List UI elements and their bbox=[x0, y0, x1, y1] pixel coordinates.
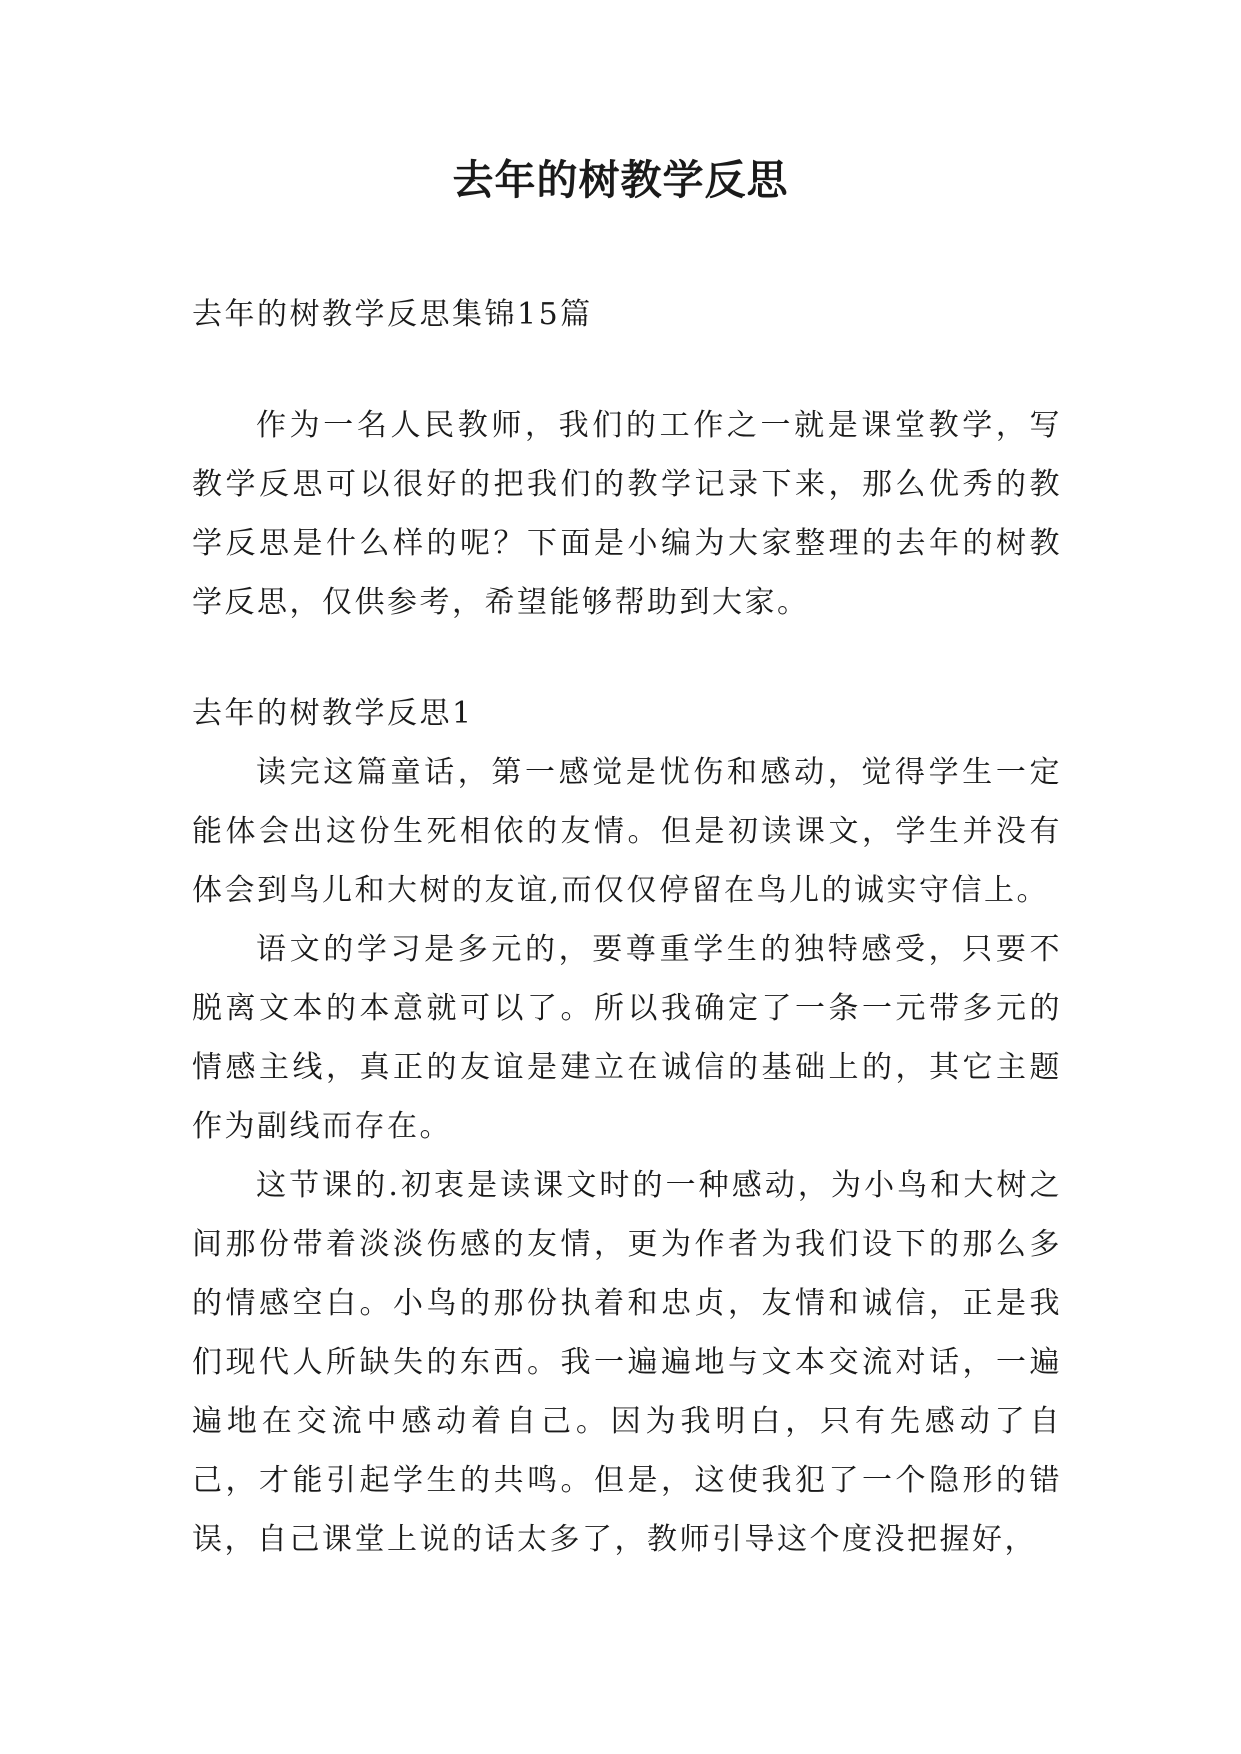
intro-paragraph: 作为一名人民教师，我们的工作之一就是课堂教学，写教学反思可以很好的把我们的教学记录下来，那么优秀的教学反思是什么样的呢？下面是小编为大家整理的去年的树教学反思，仅供参考，希望能够帮助到大家。 bbox=[192, 408, 1062, 620]
document-title: 去年的树教学反思 bbox=[452, 156, 789, 204]
document-subtitle: 去年的树教学反思集锦15篇 bbox=[192, 297, 593, 332]
section-heading: 去年的树教学反思1 bbox=[192, 696, 474, 731]
spacer bbox=[192, 344, 1062, 396]
body-paragraph: 读完这篇童话，第一感觉是忧伤和感动，觉得学生一定能体会出这份生死相依的友情。但是初读课文，学生并没有体会到鸟儿和大树的友谊,而仅仅停留在鸟儿的诚实守信上。 bbox=[192, 755, 1062, 908]
spacer bbox=[192, 632, 1062, 684]
body-paragraph: 这节课的.初衷是读课文时的一种感动，为小鸟和大树之间那份带着淡淡伤感的友情，更为作者为我们设下的那么多的情感空白。小鸟的那份执着和忠贞，友情和诚信，正是我们现代人所缺失的东西。我一遍遍地与文本交流对话，一遍遍地在交流中感动着自己。因为我明白，只有先感动了自己，才能引起学生的共鸣。但是，这使我犯了一个隐形的错误，自己课堂上说的话太多了，教师引导这个度没把握好， bbox=[192, 1168, 1062, 1557]
body-paragraph: 语文的学习是多元的，要尊重学生的独特感受，只要不脱离文本的本意就可以了。所以我确定了一条一元带多元的情感主线，真正的友谊是建立在诚信的基础上的，其它主题作为副线而存在。 bbox=[192, 932, 1062, 1144]
document-body bbox=[192, 285, 1062, 1569]
